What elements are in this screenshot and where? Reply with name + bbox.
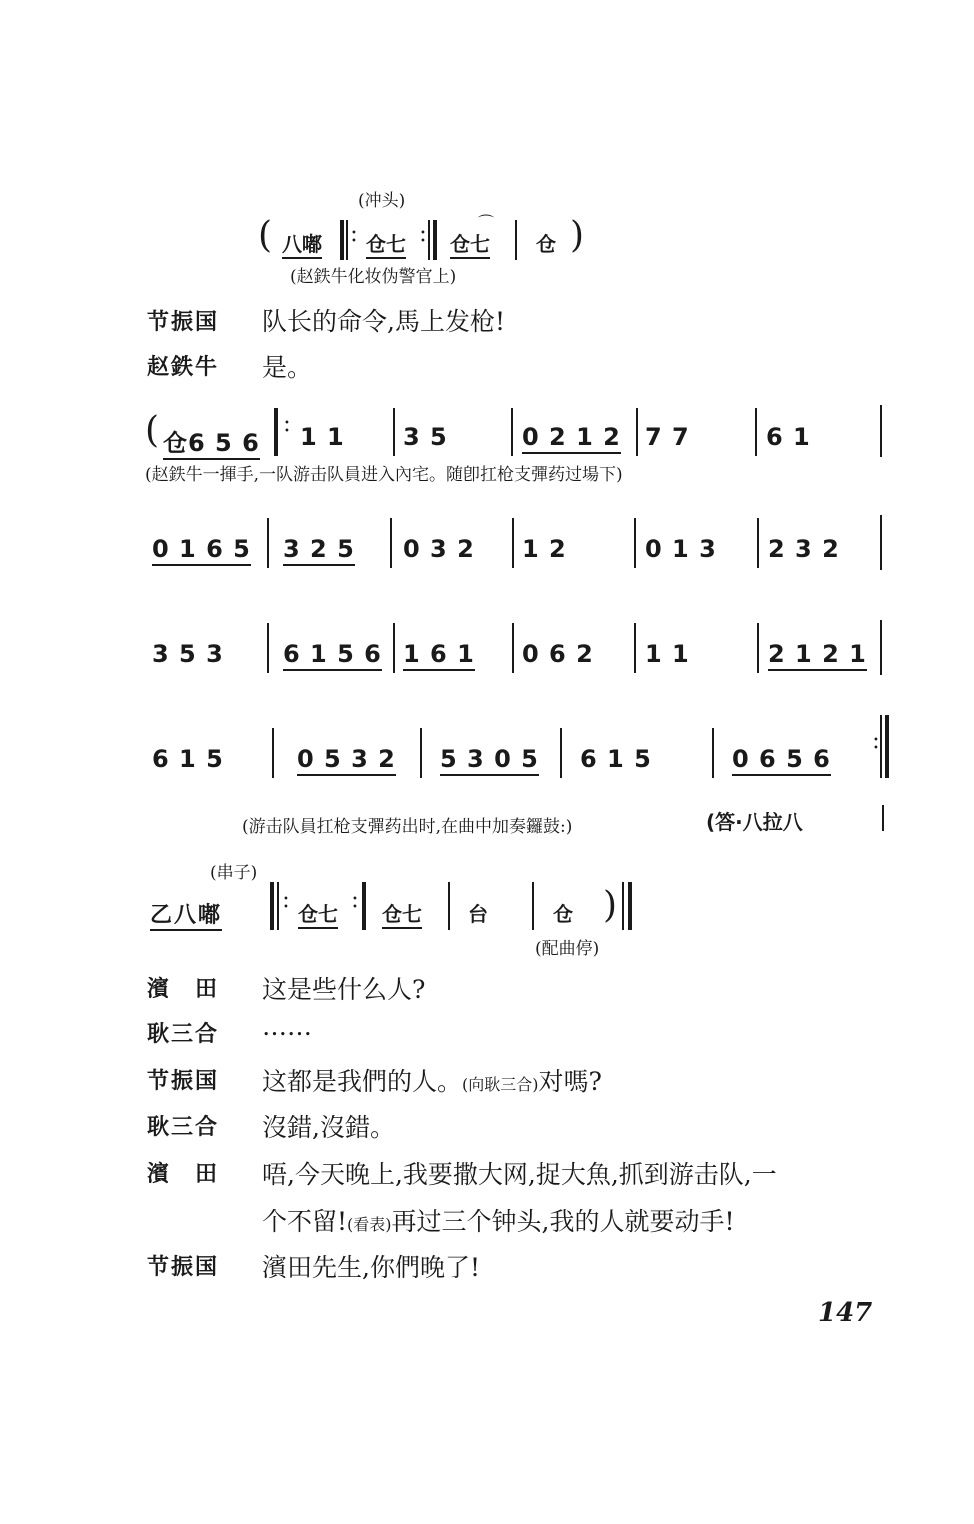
percussion-part: 仓七 — [382, 898, 422, 927]
double-bar — [885, 715, 889, 778]
percussion-part-c: 仓七 — [450, 228, 490, 257]
repeat-dots: • • — [351, 228, 357, 247]
dialogue-line: 这是些什么人? — [262, 975, 426, 1004]
measure: 1 1 — [645, 640, 690, 668]
speaker-name: 节振国 — [147, 1069, 220, 1094]
close-paren: ) — [570, 215, 585, 256]
bar-line — [511, 408, 513, 456]
measure: 0 5 3 2 — [297, 745, 396, 773]
bar-line — [755, 408, 757, 456]
measure: 6 1 5 — [580, 745, 652, 773]
speaker-name: 耿三合 — [147, 1022, 220, 1047]
close-paren: ) — [603, 885, 618, 926]
bar-line — [393, 408, 395, 456]
bar-line — [390, 518, 392, 568]
speaker-name: 濱 田 — [147, 1162, 220, 1187]
bar-line — [880, 405, 882, 457]
dialogue-line: 队长的命令,馬上发枪! — [262, 307, 505, 336]
dialogue-line: 沒錯,沒錯。 — [262, 1113, 395, 1142]
stage-direction-3: (游击队員扛枪支彈药出时,在曲中加奏鑼鼓:) — [242, 817, 573, 837]
double-bar — [274, 408, 278, 456]
bar-line — [448, 882, 450, 930]
measure: 6 1 — [766, 423, 811, 451]
bar-line — [512, 623, 514, 673]
percussion-part-a: 八嘟 — [282, 228, 322, 257]
double-bar — [628, 882, 632, 930]
measure: 0 6 2 — [522, 640, 594, 668]
stage-direction-1: (赵鉄牛化妆伪警官上) — [290, 267, 457, 287]
bar-line — [880, 620, 882, 675]
bar-line — [636, 408, 638, 456]
percussion-top-note: (冲头) — [358, 191, 406, 211]
speaker-name: 赵鉄牛 — [147, 355, 220, 380]
percussion-part-b: 仓七 — [366, 228, 406, 257]
fermata-icon: ⌒ — [478, 213, 495, 232]
measure: 7 7 — [645, 423, 690, 451]
percussion-tail: (答·八拉八 — [706, 810, 803, 834]
speaker-name: 节振国 — [147, 310, 220, 335]
repeat-dots: • • — [420, 228, 426, 247]
dialogue-line: 个不留!(看表)再过三个钟头,我的人就要动手! — [262, 1207, 735, 1236]
dialogue-line: 是。 — [262, 353, 313, 382]
measure: 0 1 3 — [645, 535, 717, 563]
measure: 5 3 0 5 — [440, 745, 539, 773]
bar-line — [512, 518, 514, 568]
speaker-name: 耿三合 — [147, 1115, 220, 1140]
percussion-part: 台 — [468, 902, 488, 926]
bar-line — [882, 805, 884, 831]
page-number: 147 — [818, 1298, 873, 1328]
stage-direction-4: (配曲停) — [535, 939, 600, 959]
bar-line — [428, 220, 430, 260]
measure: 6 1 5 — [152, 745, 224, 773]
measure: 3 5 — [403, 423, 448, 451]
measure: 3 5 3 — [152, 640, 224, 668]
measure: 1 2 — [522, 535, 567, 563]
bar-line — [515, 220, 517, 260]
measure: 1 6 1 — [403, 640, 475, 668]
stage-aside: (看表) — [347, 1215, 392, 1234]
measure: 2 3 2 — [768, 535, 840, 563]
measure: 0 3 2 — [403, 535, 475, 563]
bar-line — [757, 623, 759, 673]
dialogue-line: 濱田先生,你們晚了! — [262, 1253, 480, 1282]
bar-line — [712, 728, 714, 778]
repeat-dots: • • — [352, 894, 358, 913]
double-bar — [270, 882, 274, 930]
open-paren: ( — [258, 215, 273, 256]
measure: 6 1 5 6 — [283, 640, 382, 668]
repeat-dots: • • — [873, 735, 879, 754]
stage-aside: (向耿三合) — [462, 1075, 539, 1094]
speaker-name: 濱 田 — [147, 977, 220, 1002]
bar-line — [757, 518, 759, 568]
measure: 0 2 1 2 — [522, 423, 621, 451]
percussion-label: 乙八嘟 — [150, 898, 222, 929]
dialogue-line: 唔,今天晚上,我要撒大网,捉大魚,抓到游击队,一 — [262, 1160, 777, 1189]
repeat-dots: • • — [284, 418, 290, 437]
dialogue-line: 这都是我們的人。(向耿三合)对嗎? — [262, 1067, 602, 1096]
bar-line — [346, 220, 348, 260]
open-paren: ( — [145, 410, 160, 451]
bar-line — [634, 518, 636, 568]
bar-line — [267, 518, 269, 568]
bar-line — [634, 623, 636, 673]
double-bar — [433, 220, 437, 260]
bar-line — [267, 623, 269, 673]
bar-line — [880, 715, 882, 778]
measure: 0 6 5 6 — [732, 745, 831, 773]
bar-line — [420, 728, 422, 778]
bar-line — [277, 882, 279, 930]
double-bar — [340, 220, 344, 260]
bar-line — [272, 728, 274, 778]
bar-line — [560, 728, 562, 778]
speaker-name: 节振国 — [147, 1255, 220, 1280]
bar-line — [622, 882, 624, 930]
bar-line — [880, 515, 882, 570]
double-bar — [362, 882, 366, 930]
percussion-part: 仓 — [553, 902, 573, 926]
percussion-part: 仓七 — [298, 898, 338, 927]
measure: 仓6 5 6 — [163, 423, 260, 458]
repeat-dots: • • — [283, 894, 289, 913]
measure: 1 1 — [300, 423, 345, 451]
percussion-top-note: (串子) — [210, 863, 258, 883]
measure: 0 1 6 5 — [152, 535, 251, 563]
percussion-part-d: 仓 — [536, 232, 556, 256]
bar-line — [532, 882, 534, 930]
measure: 2 1 2 1 — [768, 640, 867, 668]
dialogue-line: …… — [262, 1012, 312, 1041]
measure: 3 2 5 — [283, 535, 355, 563]
stage-direction-2: (赵鉄牛一揮手,一队游击队員进入內宅。随卽扛枪支彈药过場下) — [145, 465, 623, 485]
bar-line — [393, 623, 395, 673]
